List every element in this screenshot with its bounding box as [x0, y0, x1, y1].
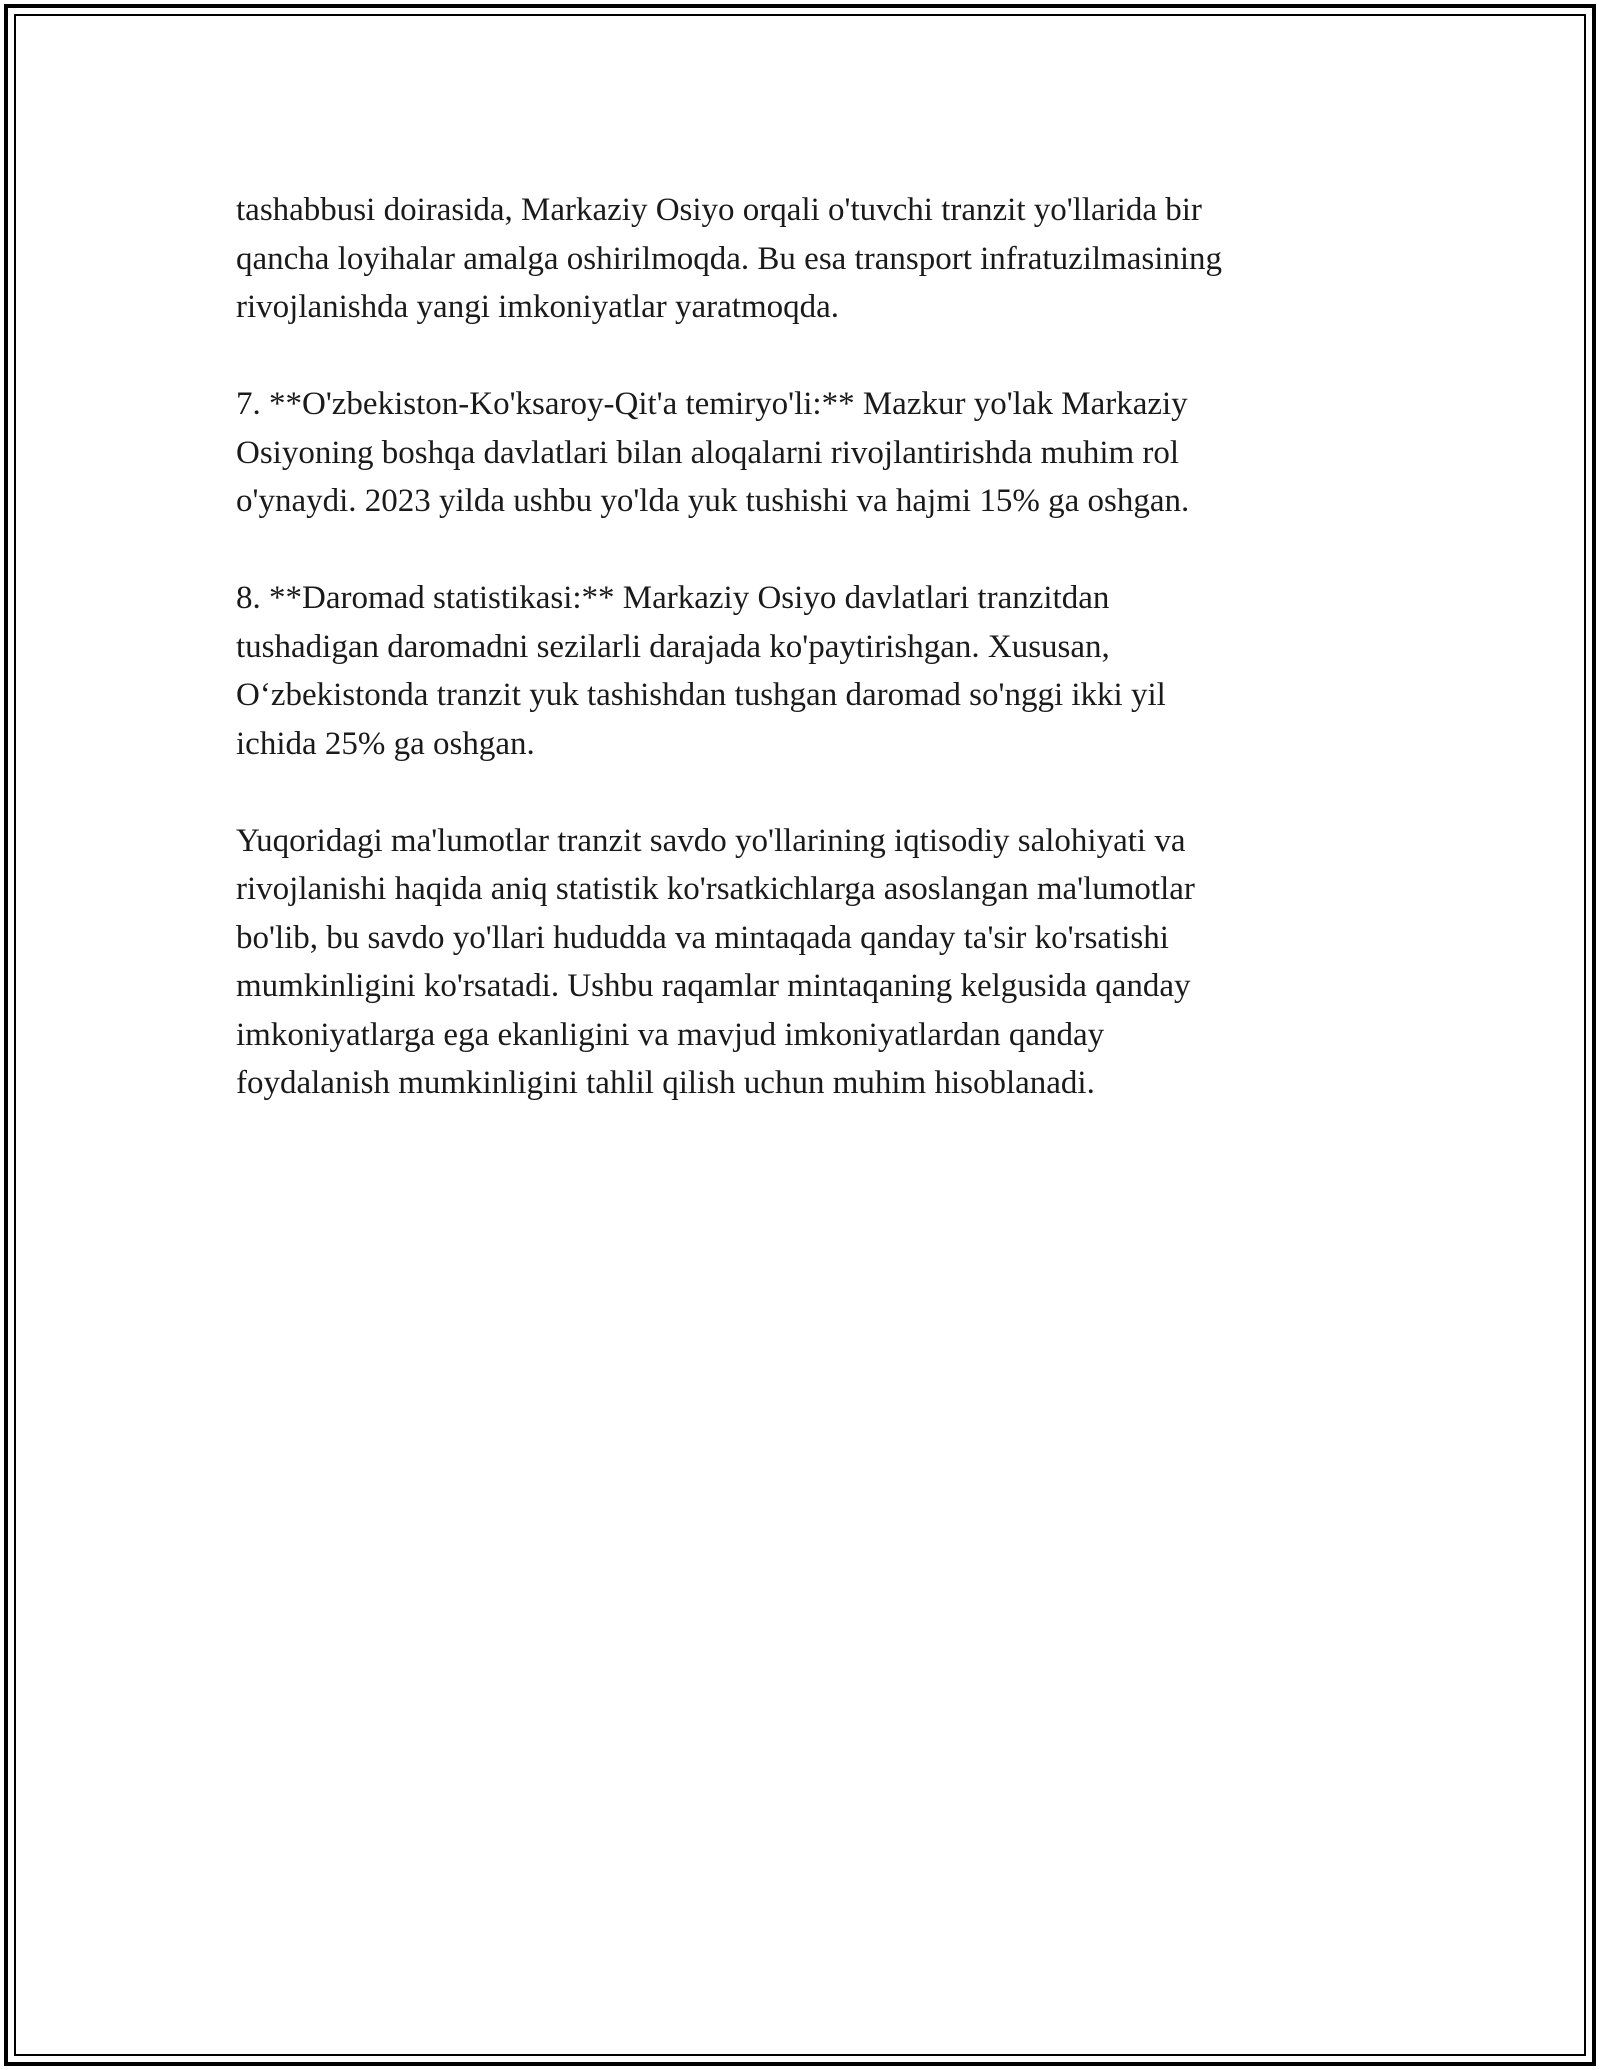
text-line: 7. **O'zbekiston-Ko'ksaroy-Qit'a temiryo'li:** Mazkur yo'lak Markaziy [236, 386, 1188, 422]
text-line: foydalanish mumkinligini tahlil qilish uchun muhim hisoblanadi. [236, 1065, 1095, 1101]
text-line: tushadigan daromadni sezilarli darajada ko'paytirishgan. Xususan, [236, 628, 1110, 665]
text-line: mumkinligini ko'rsatadi. Ushbu raqamlar mintaqaning kelgusida qanday [236, 968, 1191, 1004]
text-line: ichida 25% ga oshgan. [236, 725, 535, 762]
text-line: imkoniyatlarga ega ekanligini va mavjud imkoniyatlardan qanday [236, 1016, 1105, 1053]
text-line: qancha loyihalar amalga oshirilmoqda. Bu esa transport infratuzilmasining [236, 240, 1223, 277]
paragraph-item-8 [236, 574, 1366, 768]
text-line: Yuqoridagi ma'lumotlar tranzit savdo yo'llarining iqtisodiy salohiyati va [236, 822, 1186, 859]
text-line: tashabbusi doirasida, Markaziy Osiyo orqali o'tuvchi tranzit yo'llarida bir [236, 192, 1202, 228]
document-body [236, 186, 1366, 1156]
text-line: rivojlanishi haqida aniq statistik ko'rsatkichlarga asoslangan ma'lumotlar [236, 871, 1195, 907]
text-line: Osiyoning boshqa davlatlari bilan aloqalarni rivojlantirishda muhim rol [236, 434, 1180, 471]
paragraph-item-7 [236, 380, 1366, 526]
text-line: rivojlanishda yangi imkoniyatlar yaratmoqda. [236, 289, 840, 325]
paragraph-conclusion [236, 817, 1366, 1108]
text-line: 8. **Daromad statistikasi:** Markaziy Osiyo davlatlari tranzitdan [236, 580, 1110, 616]
text-line: O‘zbekistonda tranzit yuk tashishdan tushgan daromad so'nggi ikki yil [236, 677, 1166, 713]
text-line: bo'lib, bu savdo yo'llari hududda va mintaqada qanday ta'sir ko'rsatishi [236, 919, 1169, 956]
text-line: o'ynaydi. 2023 yilda ushbu yo'lda yuk tushishi va hajmi 15% ga oshgan. [236, 483, 1190, 519]
paragraph-continuation [236, 186, 1366, 332]
